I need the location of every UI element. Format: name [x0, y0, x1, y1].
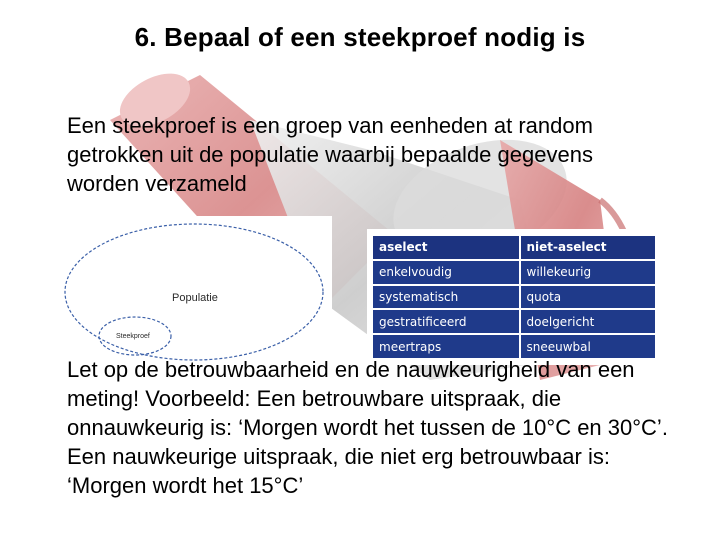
- intro-paragraph: Een steekproef is een groep van eenheden at random getrokken uit de populatie waarbij bepaalde gegevens worden verzameld: [67, 113, 593, 196]
- table-cell: enkelvoudig: [373, 261, 519, 284]
- header-aselect: aselect: [373, 236, 519, 259]
- population-diagram: [56, 216, 332, 366]
- table-cell: sneeuwbal: [521, 335, 655, 358]
- table-row: [373, 286, 655, 309]
- note-paragraph: Let op de betrouwbaarheid en de nauwkeurigheid van een meting! Voorbeeld: Een betrouwbare uitspraak, die onnauwkeurig is: ‘Morgen wordt het tussen de 10°C en 30°C’. Een nauwkeurige uitspraak, die niet erg betrouwbaar is: ‘Morgen wordt het 15°C’: [67, 357, 668, 498]
- table-cell: willekeurig: [521, 261, 655, 284]
- sampling-methods-table-box: [367, 229, 661, 365]
- table-cell: systematisch: [373, 286, 519, 309]
- population-label: Populatie: [172, 292, 218, 304]
- table-cell: doelgericht: [521, 310, 655, 333]
- page-title: 6. Bepaal of een steekproef nodig is: [134, 22, 586, 52]
- table-row: [373, 261, 655, 284]
- sampling-methods-table: [371, 234, 657, 360]
- table-row: [373, 310, 655, 333]
- table-header-row: [373, 236, 655, 259]
- table-cell: gestratificeerd: [373, 310, 519, 333]
- sample-label: Steekproef: [116, 333, 150, 340]
- table-cell: meertraps: [373, 335, 519, 358]
- header-niet-aselect: niet-aselect: [521, 236, 655, 259]
- table-cell: quota: [521, 286, 655, 309]
